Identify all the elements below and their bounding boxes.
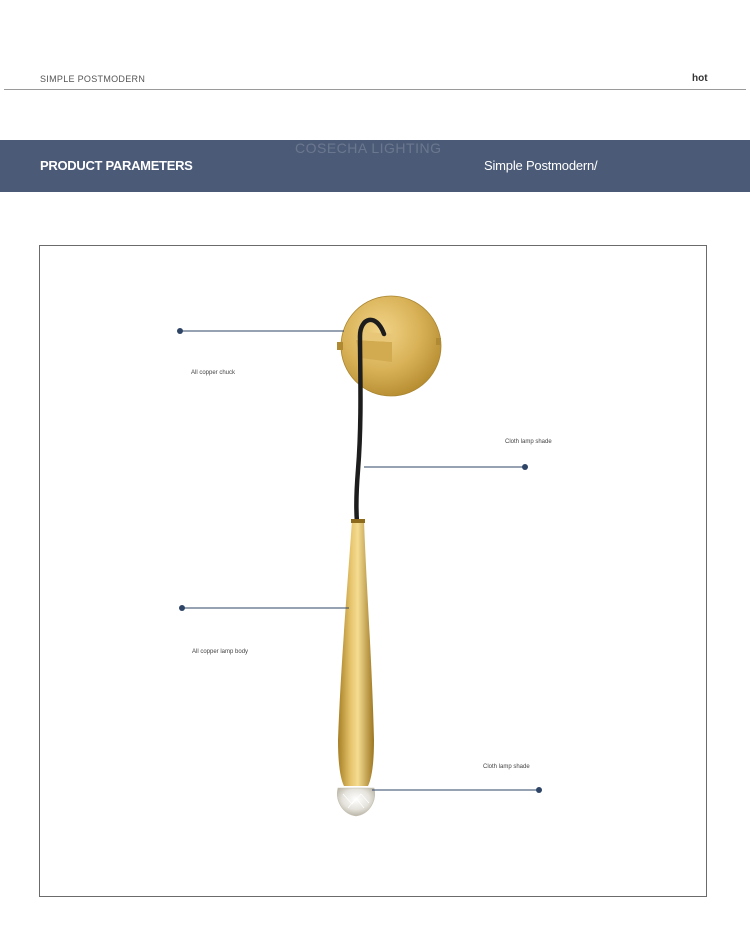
hot-label: hot — [692, 73, 708, 84]
callout-body-label: All copper lamp body — [192, 649, 249, 655]
banner-title: PRODUCT PARAMETERS — [40, 158, 193, 173]
banner-watermark: COSECHA LIGHTING — [295, 140, 442, 156]
callout-shade-top-label: Cloth lamp shade — [505, 439, 552, 445]
lamp-body — [338, 520, 374, 786]
callout-shade-bottom — [372, 787, 542, 793]
callout-shade-top — [364, 464, 528, 470]
callout-body — [179, 605, 349, 611]
banner-subtitle: Simple Postmodern/ — [484, 158, 598, 173]
header-label: SIMPLE POSTMODERN — [40, 74, 146, 84]
callout-chuck-label: All copper chuck — [191, 370, 236, 376]
callout-shade-bottom-label: Cloth lamp shade — [483, 764, 530, 770]
callout-chuck — [177, 328, 344, 334]
crystal-tip — [337, 788, 374, 816]
